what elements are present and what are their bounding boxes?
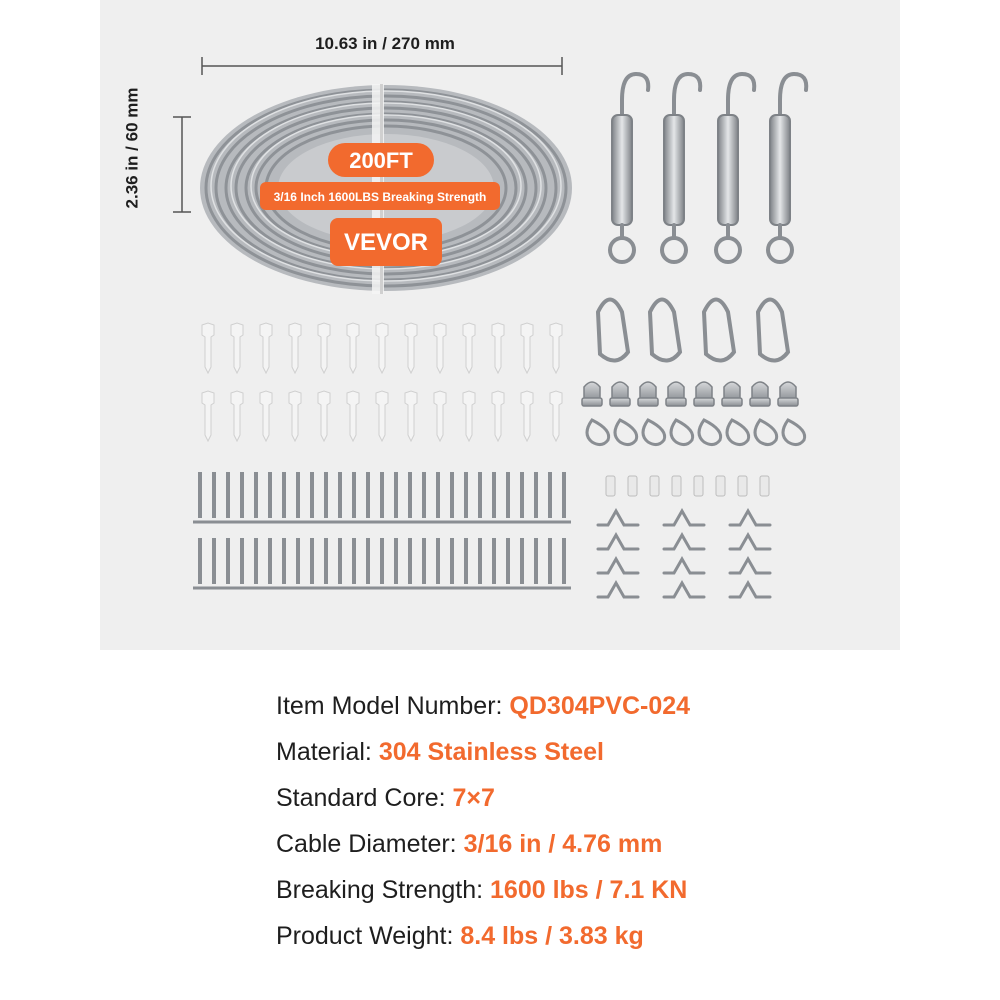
- width-dimension-label: 10.63 in / 270 mm: [315, 34, 455, 53]
- screws: [193, 472, 571, 588]
- spec-label: Item Model Number:: [276, 692, 503, 720]
- carabiners: [598, 300, 788, 361]
- tag-spec: 3/16 Inch 1600LBS Breaking Strength: [273, 190, 487, 204]
- spec-label: Breaking Strength:: [276, 876, 484, 904]
- height-dimension-line: [173, 117, 191, 212]
- brand-logo: VEVOR: [343, 229, 429, 256]
- wall-anchors: [202, 323, 562, 441]
- spec-list: [276, 687, 896, 963]
- spec-label: Product Weight:: [276, 922, 454, 950]
- spec-standard-core: [276, 779, 896, 825]
- guide-clips: [598, 511, 770, 597]
- thimbles: [587, 420, 805, 445]
- spec-value: 7×7: [452, 784, 495, 812]
- spec-model-number: [276, 687, 896, 733]
- tag-length: 200FT: [349, 148, 413, 173]
- height-dimension-text: 2.36 in / 60 mm: [122, 87, 142, 209]
- spec-value: 8.4 lbs / 3.83 kg: [460, 922, 644, 950]
- spec-value: 304 Stainless Steel: [378, 738, 604, 766]
- wire-rope-clips: [582, 382, 798, 406]
- width-dimension-line: [202, 57, 562, 75]
- spec-breaking-strength: [276, 871, 896, 917]
- spec-product-weight: [276, 917, 896, 963]
- spec-label: Standard Core:: [276, 784, 446, 812]
- spec-cable-diameter: [276, 825, 896, 871]
- spec-value: 1600 lbs / 7.1 KN: [490, 876, 688, 904]
- height-dimension-label: [112, 72, 152, 224]
- spec-material: [276, 733, 896, 779]
- spec-label: Cable Diameter:: [276, 830, 457, 858]
- spec-value: 3/16 in / 4.76 mm: [463, 830, 663, 858]
- spec-value: QD304PVC-024: [509, 692, 691, 720]
- spec-label: Material:: [276, 738, 372, 766]
- turnbuckles: [610, 74, 806, 262]
- ferrules: [606, 476, 769, 496]
